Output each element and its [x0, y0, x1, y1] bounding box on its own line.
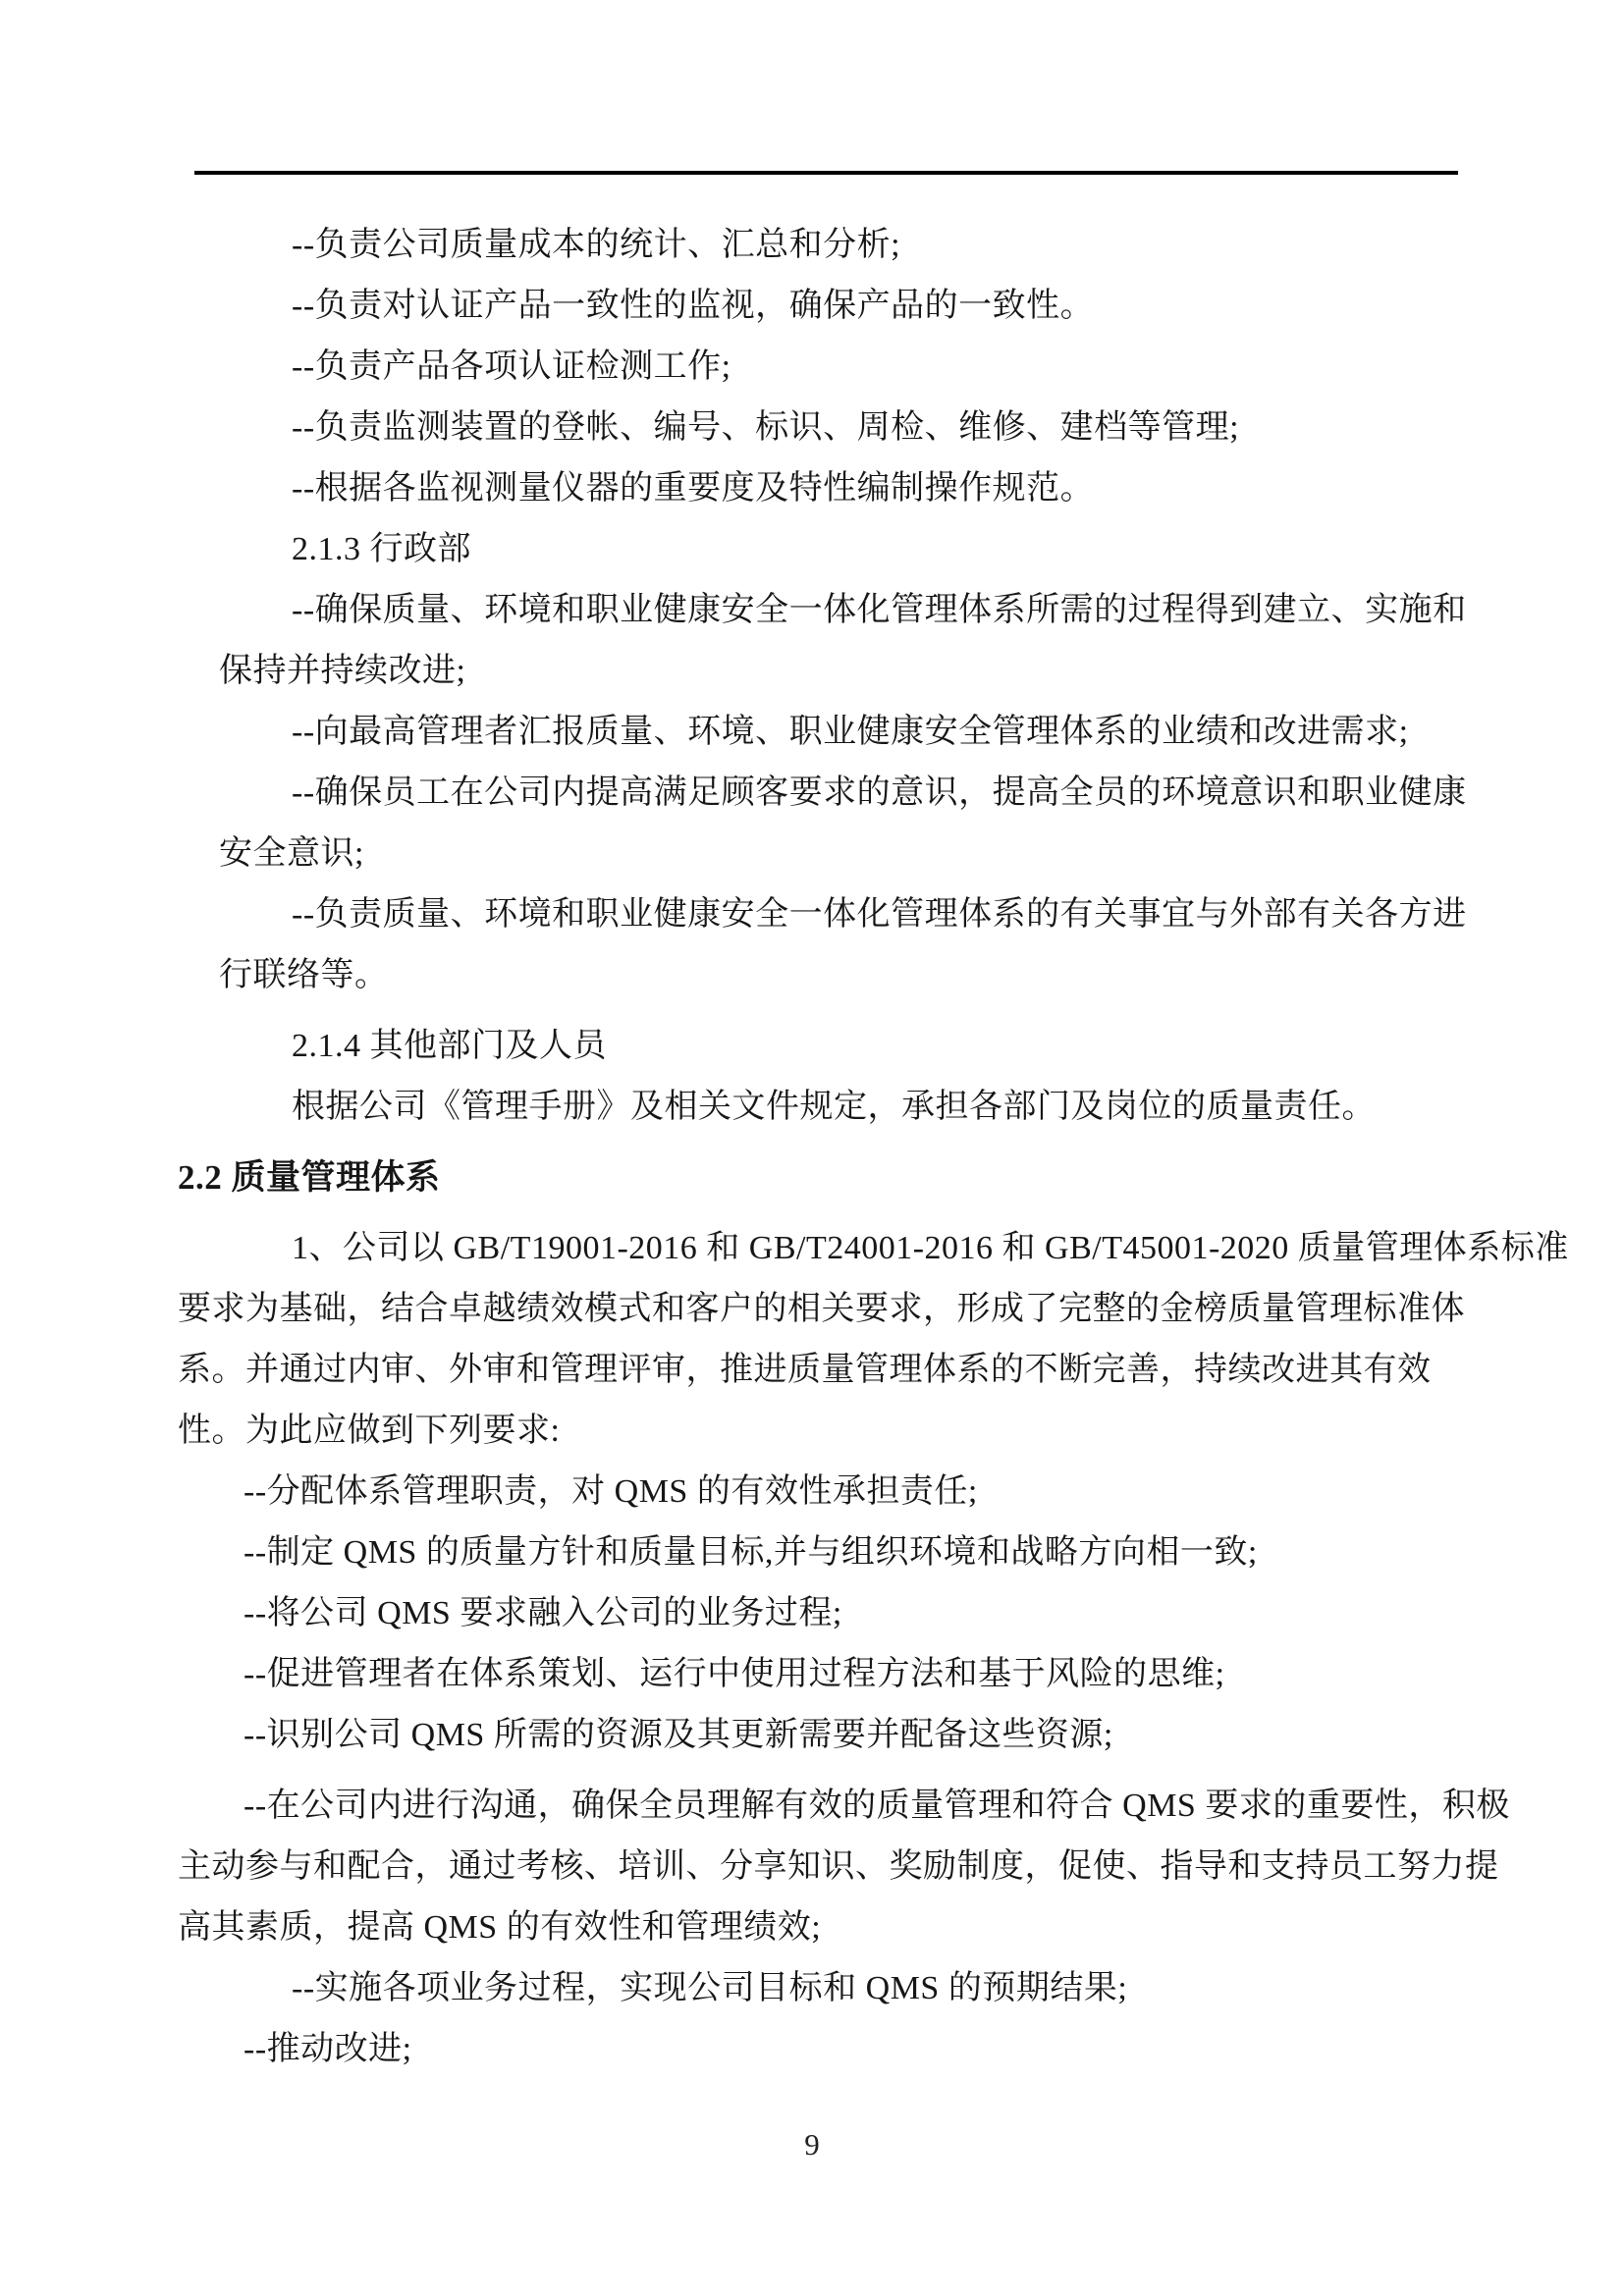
text-line: 行联络等。	[219, 957, 389, 993]
text-line: --确保质量、环境和职业健康安全一体化管理体系所需的过程得到建立、实施和	[292, 592, 1467, 628]
text-line: --负责监测装置的登帐、编号、标识、周检、维修、建档等管理;	[292, 409, 1240, 446]
text-line: --促进管理者在体系策划、运行中使用过程方法和基于风险的思维;	[244, 1656, 1225, 1692]
text-line: --负责质量、环境和职业健康安全一体化管理体系的有关事宜与外部有关各方进	[292, 896, 1467, 933]
text-line: --确保员工在公司内提高满足顾客要求的意识，提高全员的环境意识和职业健康	[292, 774, 1467, 811]
page-number: 9	[804, 2127, 820, 2162]
text-line: 高其素质，提高 QMS 的有效性和管理绩效;	[178, 1909, 822, 1946]
section-heading-2-2: 2.2 质量管理体系	[178, 1158, 441, 1197]
header-rule	[194, 171, 1458, 175]
text-line: 根据公司《管理手册》及相关文件规定，承担各部门及岗位的质量责任。	[292, 1089, 1376, 1125]
text-line: --将公司 QMS 要求融入公司的业务过程;	[244, 1595, 842, 1631]
text-line: --分配体系管理职责，对 QMS 的有效性承担责任;	[244, 1473, 978, 1510]
text-line: 要求为基础，结合卓越绩效模式和客户的相关要求，形成了完整的金榜质量管理标准体	[178, 1291, 1465, 1327]
text-line: --实施各项业务过程，实现公司目标和 QMS 的预期结果;	[292, 1970, 1128, 2006]
text-line: --推动改进;	[244, 2031, 412, 2067]
text-line: --负责产品各项认证检测工作;	[292, 348, 731, 385]
text-line: --制定 QMS 的质量方针和质量目标,并与组织环境和战略方向相一致;	[244, 1534, 1258, 1571]
section-heading-2-1-4: 2.1.4 其他部门及人员	[292, 1028, 607, 1064]
text-line: 保持并持续改进;	[219, 653, 466, 689]
text-line: 系。并通过内审、外审和管理评审，推进质量管理体系的不断完善，持续改进其有效	[178, 1352, 1432, 1388]
text-line: --根据各监视测量仪器的重要度及特性编制操作规范。	[292, 470, 1095, 507]
text-line: 性。为此应做到下列要求:	[178, 1413, 561, 1449]
text-line: 主动参与和配合，通过考核、培训、分享知识、奖励制度，促使、指导和支持员工努力提	[178, 1848, 1499, 1885]
text-line: --在公司内进行沟通，确保全员理解有效的质量管理和符合 QMS 要求的重要性，积极	[244, 1788, 1510, 1824]
text-line: --向最高管理者汇报质量、环境、职业健康安全管理体系的业绩和改进需求;	[292, 714, 1409, 750]
text-line: --识别公司 QMS 所需的资源及其更新需要并配备这些资源;	[244, 1717, 1113, 1753]
text-line: 安全意识;	[219, 835, 364, 872]
document-body	[178, 215, 1569, 2080]
text-line: --负责对认证产品一致性的监视，确保产品的一致性。	[292, 288, 1095, 324]
text-line: 1、公司以 GB/T19001-2016 和 GB/T24001-2016 和 GB/T45001-2020 质量管理体系标准	[292, 1230, 1569, 1266]
section-heading-2-1-3: 2.1.3 行政部	[292, 531, 471, 567]
text-line: --负责公司质量成本的统计、汇总和分析;	[292, 227, 901, 263]
